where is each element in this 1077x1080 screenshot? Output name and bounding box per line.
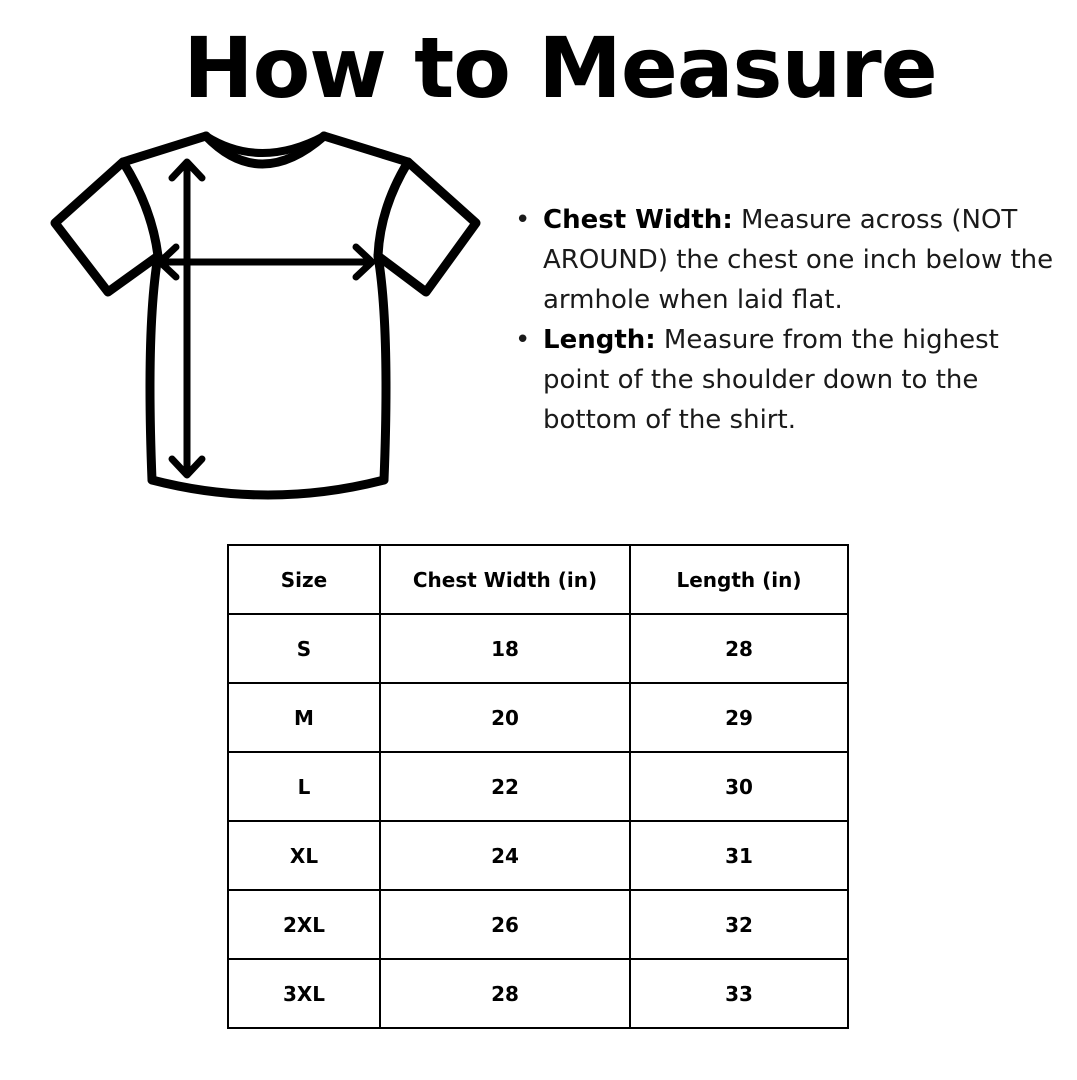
column-header-chest-width: Chest Width (in): [380, 545, 630, 614]
chest-width-cell: 22: [380, 752, 630, 821]
chest-width-cell: 28: [380, 959, 630, 1028]
size-cell: XL: [228, 821, 380, 890]
chest-width-cell: 18: [380, 614, 630, 683]
table-header-row: [228, 545, 848, 614]
length-cell: 28: [630, 614, 848, 683]
instruction-chest-width: [510, 200, 1055, 320]
instruction-text: Measure from the highest point of the shoulder down to the bottom of the shirt.: [543, 325, 999, 435]
chest-width-cell: 26: [380, 890, 630, 959]
size-cell: L: [228, 752, 380, 821]
length-cell: 33: [630, 959, 848, 1028]
measurement-instructions: [510, 200, 1055, 440]
length-cell: 29: [630, 683, 848, 752]
column-header-length: Length (in): [630, 545, 848, 614]
table-row: [228, 821, 848, 890]
instruction-text: Measure across (NOT AROUND) the chest one inch below the armhole when laid flat.: [543, 205, 1054, 315]
instruction-term: Chest Width:: [543, 205, 733, 235]
page-title: How to Measure: [183, 19, 937, 117]
chest-width-cell: 24: [380, 821, 630, 890]
chest-width-cell: 20: [380, 683, 630, 752]
size-cell: 3XL: [228, 959, 380, 1028]
size-cell: M: [228, 683, 380, 752]
length-cell: 32: [630, 890, 848, 959]
t-shirt-icon: [48, 128, 484, 514]
table-row: [228, 752, 848, 821]
size-chart-table: [227, 544, 849, 1029]
table-row: [228, 959, 848, 1028]
instruction-term: Length:: [543, 325, 656, 355]
length-cell: 31: [630, 821, 848, 890]
column-header-size: Size: [228, 545, 380, 614]
bullet: •: [515, 205, 531, 235]
size-cell: 2XL: [228, 890, 380, 959]
bullet: •: [515, 325, 531, 355]
table-row: [228, 683, 848, 752]
size-cell: S: [228, 614, 380, 683]
instruction-length: [510, 320, 1055, 440]
length-arrow-icon: [172, 162, 202, 475]
length-cell: 30: [630, 752, 848, 821]
table-row: [228, 614, 848, 683]
table-row: [228, 890, 848, 959]
chest-width-arrow-icon: [160, 247, 372, 277]
